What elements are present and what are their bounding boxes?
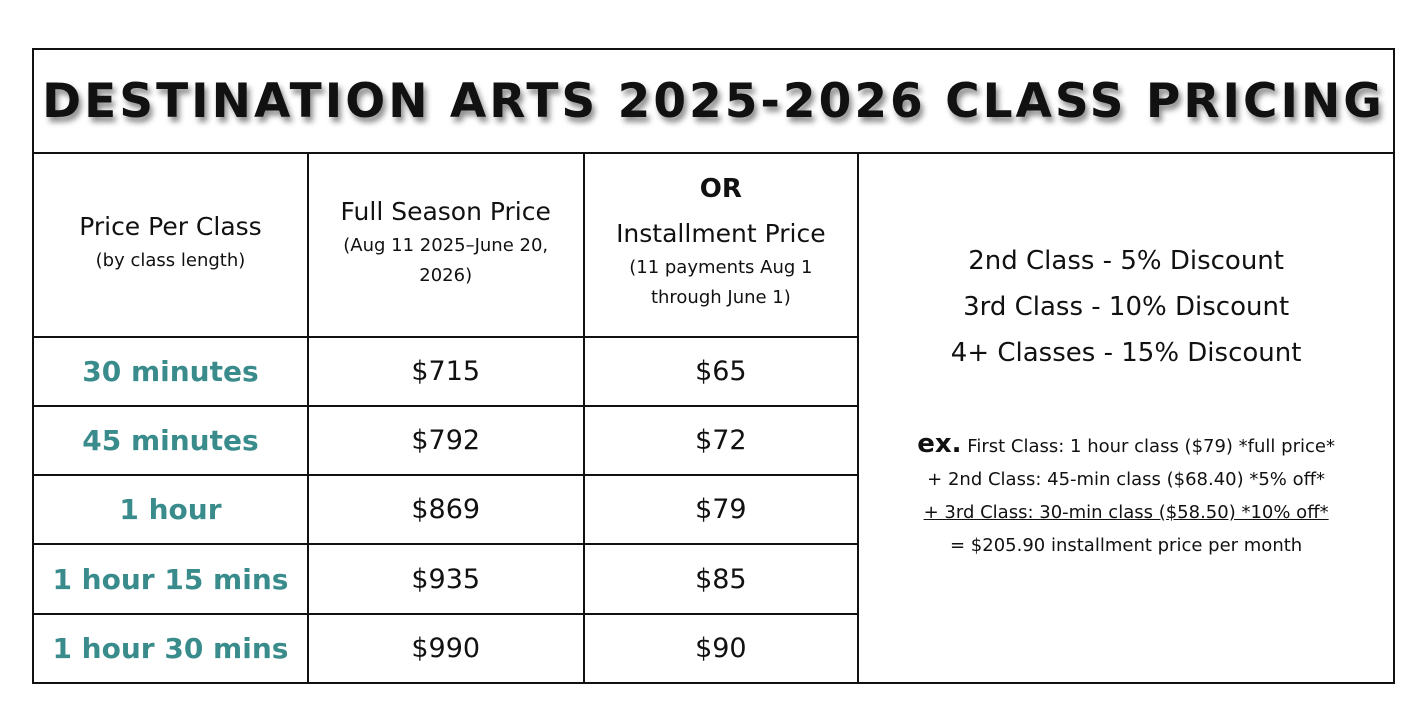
header-per-class-label: Price Per Class: [79, 211, 262, 241]
example-line-1-text: First Class: 1 hour class ($79) *full price*: [967, 436, 1335, 457]
duration-cell: 1 hour 15 mins: [52, 562, 289, 596]
full-price-cell: $935: [411, 563, 481, 595]
discount-list: [859, 238, 1393, 376]
header-row: [34, 152, 1393, 337]
installment-price-cell: $85: [695, 563, 747, 595]
example-line-3: + 3rd Class: 30-min class ($58.50) *10% off*: [923, 502, 1329, 523]
example-calculation: [859, 428, 1393, 562]
header-full-season-sub: (Aug 11 2025–June 20, 2026): [343, 234, 549, 287]
header-per-class-sub: (by class length): [95, 250, 246, 272]
header-or: OR: [699, 173, 742, 204]
header-installment-label: Installment Price: [616, 218, 826, 248]
duration-cell: 30 minutes: [82, 354, 259, 388]
header-full-season-label: Full Season Price: [340, 196, 551, 226]
installment-price-cell: $90: [695, 633, 747, 665]
header-per-class: [34, 152, 308, 337]
example-tag: ex.: [917, 429, 962, 459]
full-price-cell: $990: [411, 633, 481, 665]
installment-price-cell: $72: [695, 425, 747, 457]
installment-price-cell: $65: [695, 355, 747, 387]
discount-item: 4+ Classes - 15% Discount: [950, 338, 1302, 368]
discount-item: 2nd Class - 5% Discount: [968, 246, 1284, 276]
example-line-1: [859, 428, 1393, 463]
example-line-4: = $205.90 installment price per month: [950, 535, 1303, 556]
header-full-season: [308, 152, 584, 337]
pricing-table: [34, 152, 1393, 684]
duration-cell: 1 hour: [119, 493, 222, 527]
header-installment: [584, 152, 859, 337]
duration-cell: 45 minutes: [82, 424, 259, 458]
discount-panel: [858, 152, 1393, 683]
page-title: DESTINATION ARTS 2025-2026 CLASS PRICING: [42, 73, 1385, 129]
full-price-cell: $792: [411, 425, 481, 457]
header-installment-sub: (11 payments Aug 1 through June 1): [629, 256, 813, 309]
duration-cell: 1 hour 30 mins: [52, 632, 289, 666]
pricing-frame: [32, 48, 1395, 684]
full-price-cell: $869: [411, 494, 481, 526]
discount-item: 3rd Class - 10% Discount: [963, 292, 1290, 322]
example-line-2: + 2nd Class: 45-min class ($68.40) *5% off*: [927, 469, 1326, 490]
title-row: [34, 50, 1393, 154]
full-price-cell: $715: [411, 355, 481, 387]
installment-price-cell: $79: [695, 494, 747, 526]
